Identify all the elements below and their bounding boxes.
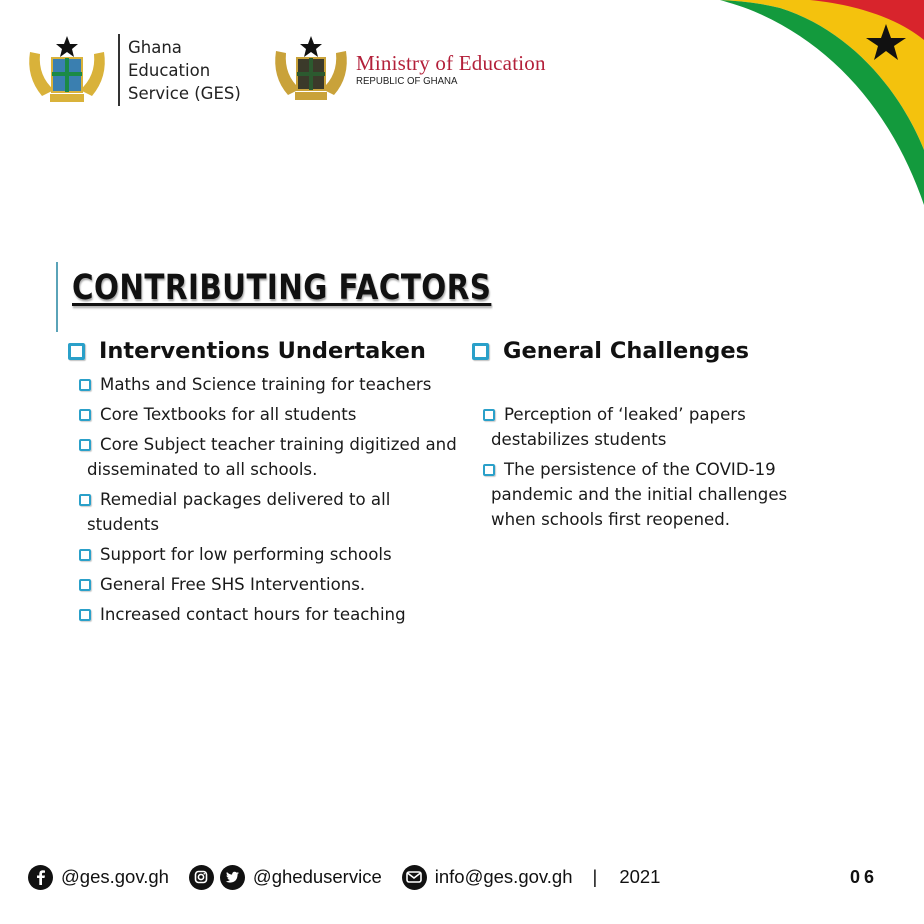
- footer-separator: |: [592, 866, 598, 887]
- list-item: [68, 572, 458, 597]
- list-item: [472, 402, 832, 452]
- list-item: [68, 372, 458, 397]
- list-item-text: Core Subject teacher training digitized and disseminated to all schools.: [87, 435, 457, 479]
- checkbox-bullet-icon: [68, 343, 85, 360]
- email-address: info@ges.gov.gh: [434, 866, 573, 887]
- checkbox-bullet-icon: [79, 439, 91, 451]
- list-item-text: Increased contact hours for teaching: [100, 605, 406, 624]
- footer: [28, 862, 908, 892]
- email-link[interactable]: [402, 865, 573, 890]
- header-divider: [118, 34, 120, 106]
- ges-name-line1: Ghana Education: [128, 37, 211, 80]
- twitter-icon: [220, 865, 245, 890]
- instagram-icon: [189, 865, 214, 890]
- challenges-section: [472, 336, 832, 537]
- ges-name-line2: Service (GES): [128, 83, 241, 103]
- checkbox-bullet-icon: [79, 494, 91, 506]
- moe-subtitle: REPUBLIC OF GHANA: [356, 75, 458, 87]
- interventions-heading: [68, 336, 458, 366]
- ghana-flag-ribbon: [700, 0, 924, 230]
- facebook-link[interactable]: [28, 865, 169, 890]
- checkbox-bullet-icon: [79, 549, 91, 561]
- moe-coat-of-arms-icon: [272, 33, 350, 107]
- challenges-list: [472, 402, 832, 532]
- list-item-text: The persistence of the COVID-19 pandemic and the initial challenges when schools first reopened.: [491, 460, 788, 529]
- ges-name: [128, 36, 268, 105]
- facebook-icon: [28, 865, 53, 890]
- social-handle: @gheduservice: [252, 866, 382, 887]
- list-item-text: Remedial packages delivered to all students: [87, 490, 391, 534]
- list-item: [68, 602, 458, 627]
- checkbox-bullet-icon: [79, 409, 91, 421]
- footer-year: 2021: [619, 866, 661, 887]
- challenges-heading-label: General Challenges: [503, 338, 750, 364]
- page-number: 06: [849, 866, 878, 887]
- list-item: [472, 457, 832, 532]
- checkbox-bullet-icon: [483, 464, 495, 476]
- list-item-text: General Free SHS Interventions.: [100, 575, 366, 594]
- interventions-list: [68, 372, 458, 627]
- checkbox-bullet-icon: [79, 579, 91, 591]
- list-item: [68, 432, 458, 482]
- checkbox-bullet-icon: [472, 343, 489, 360]
- interventions-section: [68, 336, 458, 632]
- list-item-text: Perception of ‘leaked’ papers destabilizes students: [491, 405, 746, 449]
- page-title: CONTRIBUTING FACTORS: [72, 268, 492, 308]
- challenges-heading: [472, 336, 832, 366]
- ges-coat-of-arms-icon: [24, 32, 110, 108]
- checkbox-bullet-icon: [483, 409, 495, 421]
- interventions-heading-label: Interventions Undertaken: [99, 338, 426, 364]
- checkbox-bullet-icon: [79, 379, 91, 391]
- list-item: [68, 542, 458, 567]
- list-item-text: Maths and Science training for teachers: [100, 375, 432, 394]
- list-item: [68, 487, 458, 537]
- email-icon: [402, 865, 427, 890]
- list-item-text: Support for low performing schools: [100, 545, 392, 564]
- social-links[interactable]: [189, 865, 382, 890]
- list-item: [68, 402, 458, 427]
- title-accent-rule: [56, 262, 58, 332]
- moe-title: Ministry of Education: [356, 51, 546, 75]
- header-logos: [24, 30, 546, 110]
- facebook-handle: @ges.gov.gh: [61, 866, 169, 887]
- checkbox-bullet-icon: [79, 609, 91, 621]
- list-item-text: Core Textbooks for all students: [100, 405, 357, 424]
- moe-name: [356, 52, 546, 88]
